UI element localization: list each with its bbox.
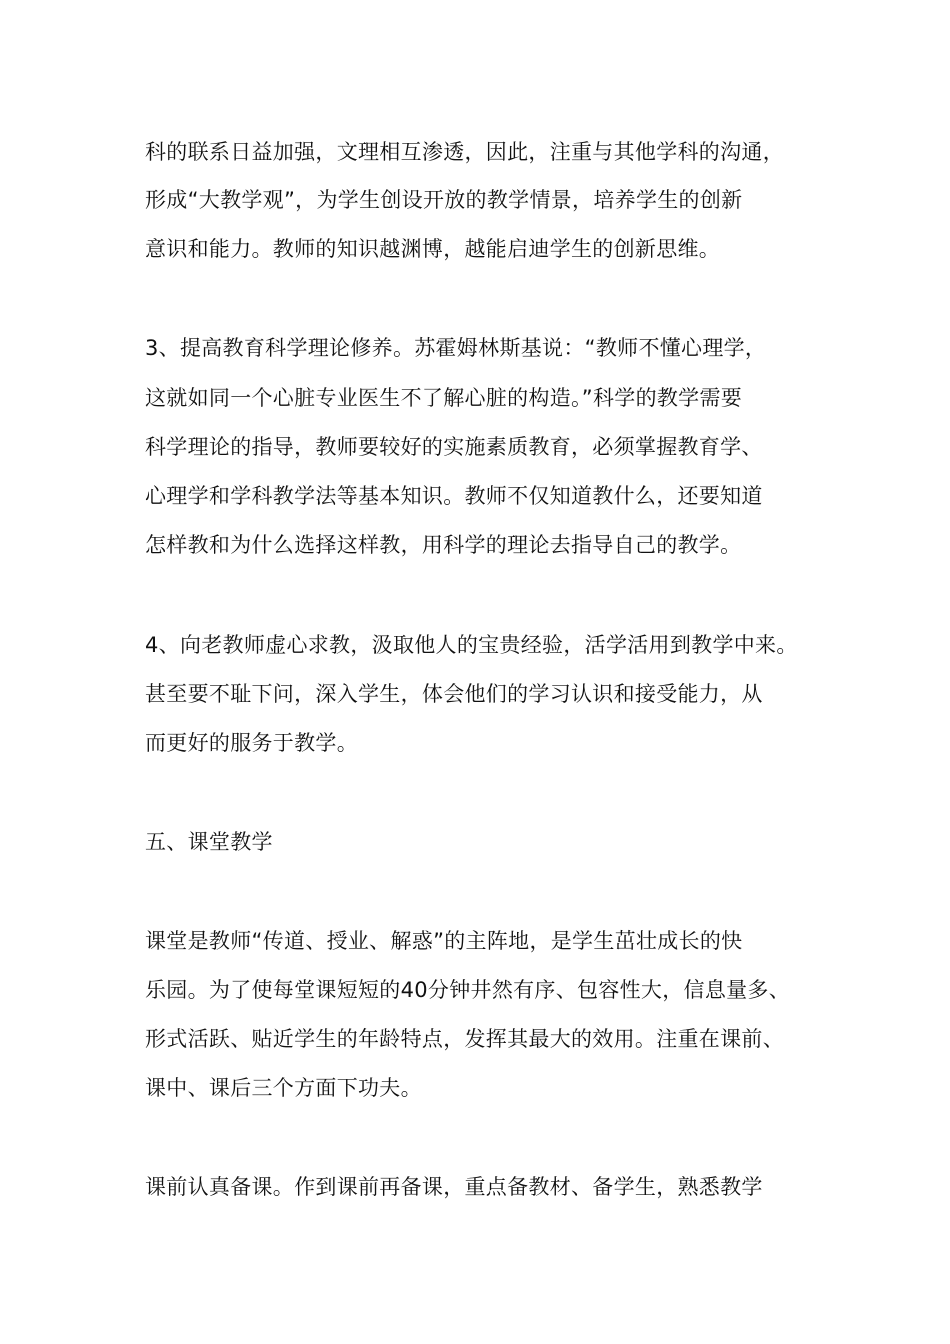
paragraph-5-line-4: 课中、课后三个方面下功夫。 — [145, 1076, 422, 1100]
paragraph-1-line-2: 形成“大教学观”，为学生创设开放的教学情景，培养学生的创新 — [145, 188, 743, 212]
paragraph-5-line-3: 形式活跃、贴近学生的年龄特点，发挥其最大的效用。注重在课前、 — [145, 1027, 784, 1051]
section-heading: 五、课堂教学 — [145, 830, 273, 854]
paragraph-2-line-2: 这就如同一个心脏专业医生不了解心脏的构造。”科学的教学需要 — [145, 386, 743, 410]
paragraph-1-line-3: 意识和能力。教师的知识越渊博，越能启迪学生的创新思维。 — [145, 237, 721, 261]
paragraph-1-line-1: 科的联系日益加强，文理相互渗透，因此，注重与其他学科的沟通， — [145, 140, 784, 164]
paragraph-3-line-1: 4、向老教师虚心求教，汲取他人的宝贵经验，活学活用到教学中来。 — [145, 633, 798, 657]
paragraph-3-line-3: 而更好的服务于教学。 — [145, 731, 358, 755]
paragraph-2-line-1: 3、提高教育科学理论修养。苏霍姆林斯基说：“教师不懂心理学， — [145, 336, 767, 360]
paragraph-2-line-3: 科学理论的指导，教师要较好的实施素质教育，必须掌握教育学、 — [145, 435, 763, 459]
paragraph-2-line-4: 心理学和学科教学法等基本知识。教师不仅知道教什么，还要知道 — [145, 484, 763, 508]
paragraph-5-line-1: 课堂是教师“传道、授业、解惑”的主阵地，是学生茁壮成长的快 — [145, 929, 743, 953]
paragraph-2-line-5: 怎样教和为什么选择这样教，用科学的理论去指导自己的教学。 — [145, 533, 742, 557]
paragraph-3-line-2: 甚至要不耻下问，深入学生，体会他们的学习认识和接受能力，从 — [145, 682, 763, 706]
paragraph-6-line-1: 课前认真备课。作到课前再备课，重点备教材、备学生，熟悉教学 — [145, 1175, 763, 1199]
paragraph-5-line-2: 乐园。为了使每堂课短短的40分钟井然有序、包容性大，信息量多、 — [145, 978, 791, 1002]
